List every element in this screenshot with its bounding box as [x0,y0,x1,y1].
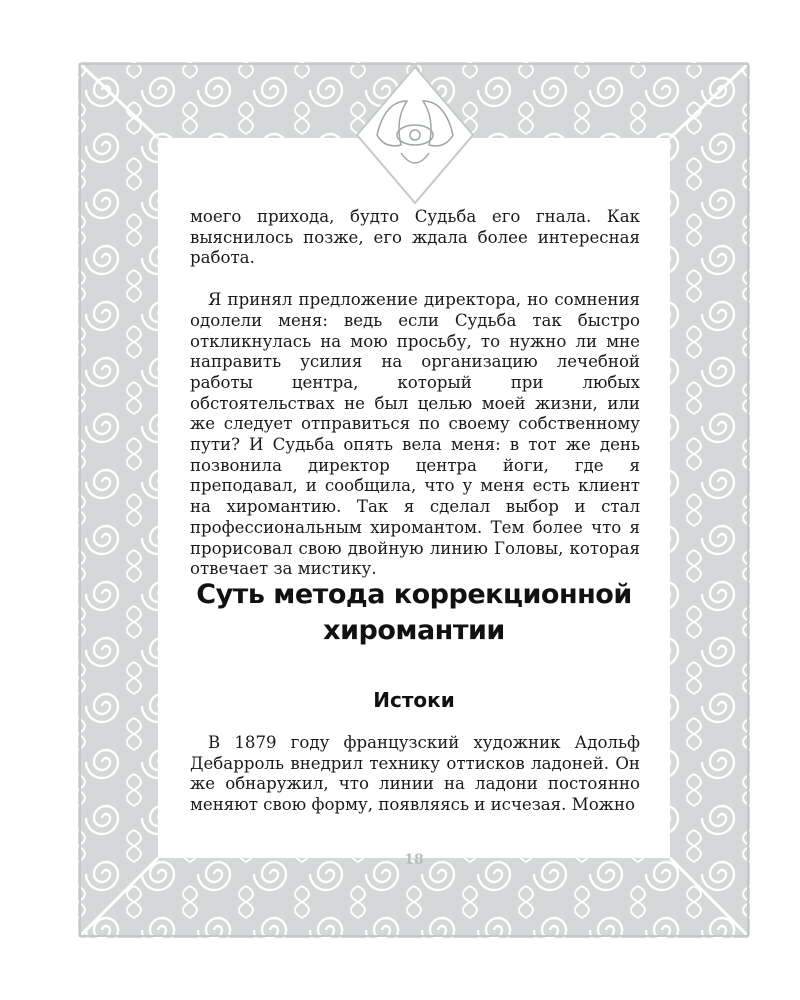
paragraph-history: В 1879 году французский художник Адольф Дебарроль внедрил технику оттисков ладоней. Он же обнаружил, что линии на ладони постоянно меняют свою форму, появляясь и исчезая. Можно [190,733,640,815]
hands-eye-icon [355,65,475,205]
section-title: Истоки [373,688,455,712]
chapter-title-line-1: Суть метода коррекционной [196,579,632,610]
paragraph-continued: моего прихода, будто Судьба его гнала. Как выяснилось позже, его ждала более интересная работа. [190,207,640,268]
chapter-title [158,577,670,649]
chapter-title-line-2: хиромантии [323,615,505,646]
body-text-bottom [190,733,640,816]
page-number: 18 [404,852,424,868]
body-text-top [190,207,640,580]
paragraph-decision: Я принял предложение директора, но сомнения одолели меня: ведь если Судьба так быстро откликнулась на мою просьбу, то нужно ли мне направить усилия на организацию лечебной работы центра, который при любых обстоятельствах не был целью моей жизни, или же следует отправиться по своему собственному пути? И Судьба опять вела меня: в тот же день позвонила директор центра йоги, где я преподавал, и сообщила, что у меня есть клиент на хиромантию. Так я сделал выбор и стал профессиональным хиромантом. Тем более что я прорисовал свою двойную линию Головы, которая отвечает за мистику. [190,290,640,579]
